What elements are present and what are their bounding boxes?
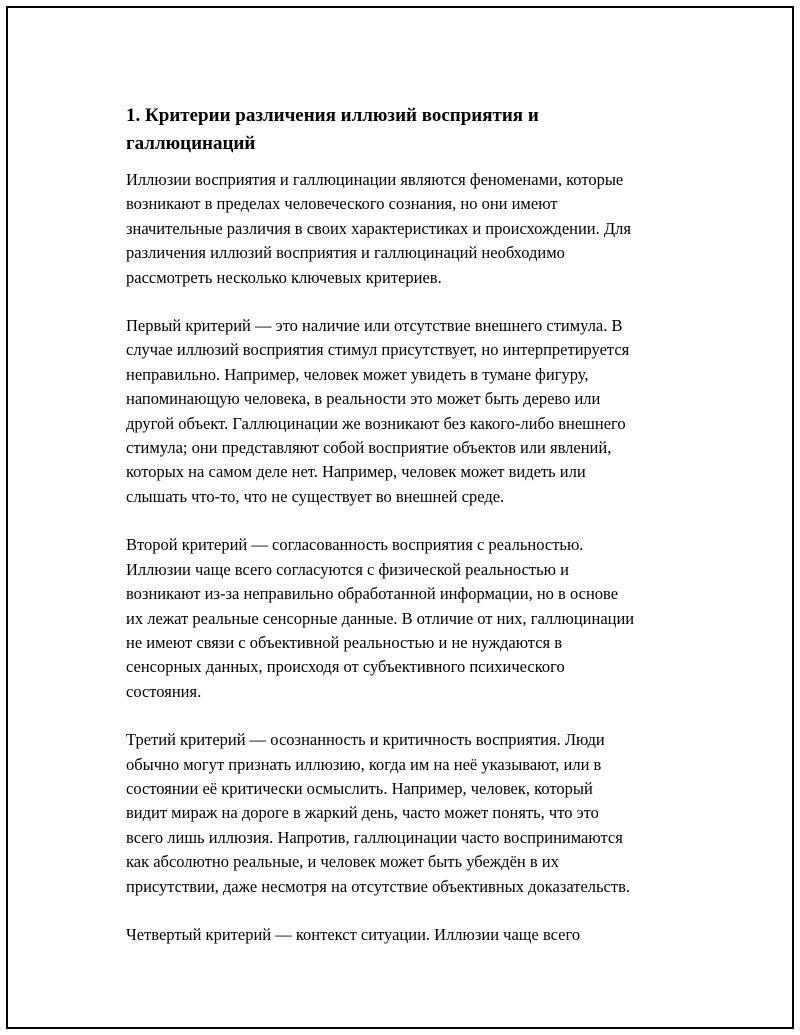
- text-line: которых на самом деле нет. Например, человек может видеть или: [126, 462, 586, 482]
- text-line: возникают в пределах человеческого сознания, но они имеют: [126, 194, 558, 214]
- text-line: состояния.: [126, 681, 202, 701]
- text-line: Четвертый критерий — контекст ситуации. Иллюзии чаще всего: [126, 924, 581, 944]
- paragraph-second-criterion: [126, 533, 704, 704]
- text-line: обычно могут признать иллюзию, когда им на неё указывают, или в: [126, 754, 602, 774]
- text-line: состоянии её критически осмыслить. Например, человек, который: [126, 778, 593, 798]
- text-line: слышать что-то, что не существует во внешней среде.: [126, 486, 505, 506]
- text-line: не имеют связи с объективной реальностью и не нуждаются в: [126, 632, 563, 652]
- text-line: всего лишь иллюзия. Напротив, галлюцинации часто воспринимаются: [126, 827, 623, 847]
- paragraph-first-criterion: [126, 314, 704, 509]
- text-line: случае иллюзий восприятия стимул присутствует, но интерпретируется: [126, 340, 630, 360]
- text-line: различения иллюзий восприятия и галлюцинаций необходимо: [126, 243, 565, 263]
- text-line: видит мираж на дороге в жаркий день, часто может понять, что это: [126, 803, 599, 823]
- text-line: Иллюзии чаще всего согласуются с физической реальностью и: [126, 559, 569, 579]
- paragraph-intro: [126, 168, 704, 290]
- paragraph-fourth-criterion: [126, 923, 704, 947]
- text-line: Второй критерий — согласованность восприятия с реальностью.: [126, 535, 584, 555]
- text-line: Третий критерий — осознанность и критичность восприятия. Люди: [126, 730, 605, 750]
- text-line: сенсорных данных, происходя от субъективного психического: [126, 657, 565, 677]
- text-line: рассмотреть несколько ключевых критериев.: [126, 267, 442, 287]
- text-line: другой объект. Галлюцинации же возникают без какого-либо внешнего: [126, 413, 626, 433]
- text-line: Иллюзии восприятия и галлюцинации являются феноменами, которые: [126, 170, 624, 189]
- page-frame: [6, 6, 794, 1029]
- text-line: их лежат реальные сенсорные данные. В отличие от них, галлюцинации: [126, 608, 635, 628]
- text-line: присутствии, даже несмотря на отсутствие объективных доказательств.: [126, 876, 630, 896]
- document-body: [126, 102, 704, 971]
- text-line: как абсолютно реальные, и человек может быть убеждён в их: [126, 852, 559, 872]
- section-heading: [126, 102, 704, 158]
- heading-line: галлюцинаций: [126, 133, 256, 154]
- heading-line: 1. Критерии различения иллюзий восприятия и: [126, 105, 539, 126]
- text-line: возникают из-за неправильно обработанной информации, но в основе: [126, 584, 619, 604]
- text-line: стимула; они представляют собой восприятие объектов или явлений,: [126, 438, 612, 458]
- text-line: значительные различия в своих характеристиках и происхождении. Для: [126, 218, 631, 238]
- paragraph-third-criterion: [126, 728, 704, 899]
- text-line: неправильно. Например, человек может увидеть в тумане фигуру,: [126, 364, 589, 384]
- text-line: Первый критерий — это наличие или отсутствие внешнего стимула. В: [126, 316, 623, 336]
- text-line: напоминающую человека, в реальности это может быть дерево или: [126, 389, 601, 409]
